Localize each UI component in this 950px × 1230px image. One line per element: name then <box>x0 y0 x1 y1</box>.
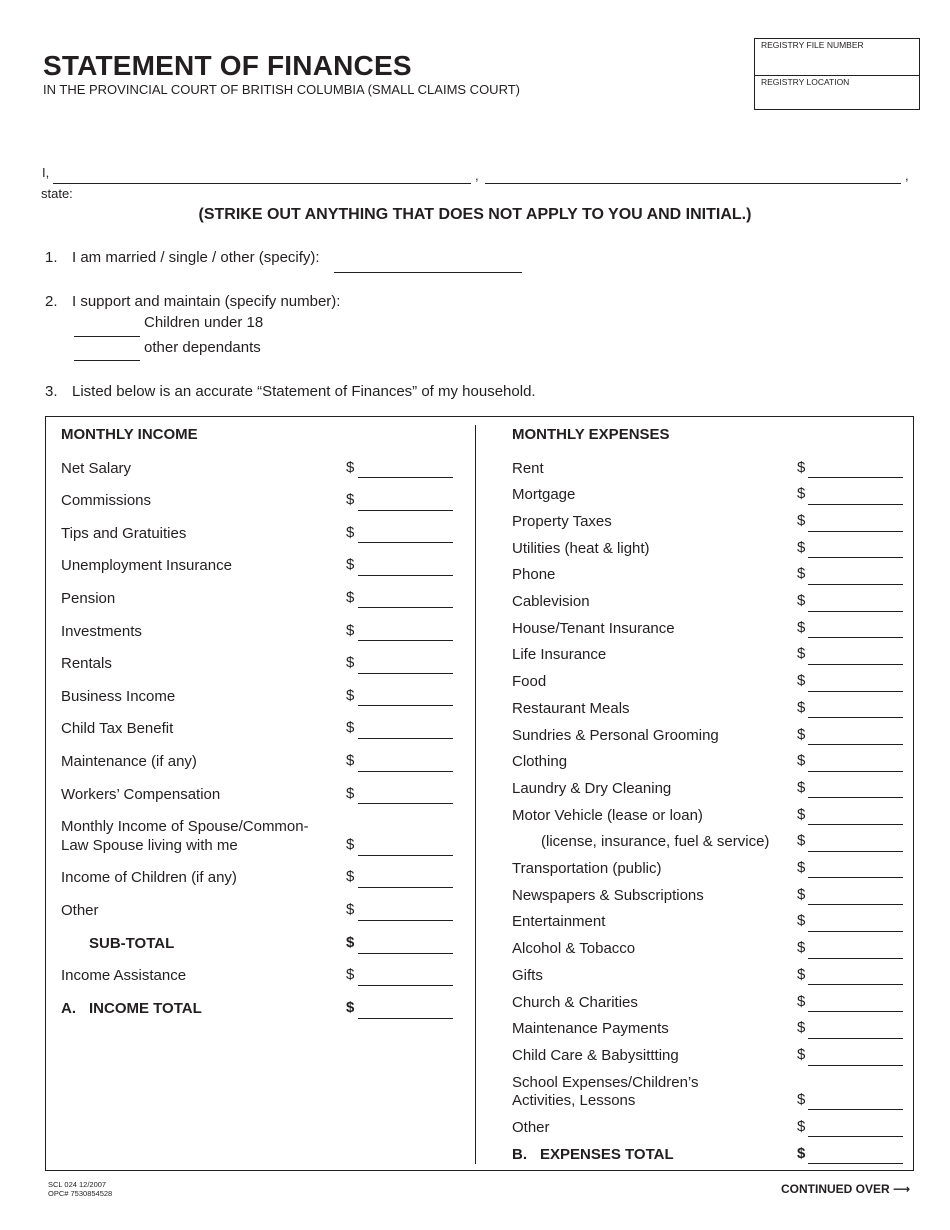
amount-field[interactable] <box>808 611 903 612</box>
income-label: Pension <box>61 590 116 607</box>
form-title: STATEMENT OF FINANCES <box>43 50 412 81</box>
arrow-right-icon: ⟶ <box>893 1182 911 1196</box>
amount-field[interactable] <box>808 691 903 692</box>
amount-field[interactable] <box>808 1038 903 1039</box>
amount-field[interactable] <box>358 771 453 772</box>
income-label: Tips and Gratuities <box>61 525 187 542</box>
dollar-sign: $ <box>346 999 355 1016</box>
income-label: Maintenance (if any) <box>61 753 197 770</box>
column-divider <box>475 425 476 1164</box>
dollar-sign: $ <box>797 1091 806 1108</box>
dependants-count-field[interactable] <box>74 360 140 361</box>
other-dependants-label: other dependants <box>144 339 261 356</box>
dollar-sign: $ <box>346 654 355 671</box>
subtotal-amount-field[interactable] <box>358 953 453 954</box>
income-label: Other <box>61 902 99 919</box>
strike-out-notice: (STRIKE OUT ANYTHING THAT DOES NOT APPLY TO YOU AND INITIAL.) <box>198 206 752 223</box>
dollar-sign: $ <box>346 459 355 476</box>
dollar-sign: $ <box>346 719 355 736</box>
subtotal-label: SUB-TOTAL <box>89 935 175 952</box>
dollar-sign: $ <box>346 622 355 639</box>
income-total-label: INCOME TOTAL <box>89 1000 202 1017</box>
dollar-sign: $ <box>797 1118 806 1135</box>
registry-location-label: REGISTRY LOCATION <box>761 77 850 87</box>
income-label: Business Income <box>61 688 176 705</box>
dollar-sign: $ <box>797 966 806 983</box>
dollar-sign: $ <box>797 912 806 929</box>
amount-field[interactable] <box>808 664 903 665</box>
amount-field[interactable] <box>808 851 903 852</box>
registry-divider <box>755 75 919 76</box>
dollar-sign: $ <box>797 859 806 876</box>
dollar-sign: $ <box>797 459 806 476</box>
amount-field[interactable] <box>358 985 453 986</box>
monthly-income-heading: MONTHLY INCOME <box>61 426 198 443</box>
dollar-sign: $ <box>797 1145 806 1162</box>
amount-field[interactable] <box>358 705 453 706</box>
amount-field[interactable] <box>808 1065 903 1066</box>
declarant-comma-2: , <box>905 168 909 183</box>
expenses-total-amount-field[interactable] <box>808 1163 903 1164</box>
amount-field[interactable] <box>358 510 453 511</box>
continued-over-text: CONTINUED OVER <box>781 1182 890 1196</box>
amount-field[interactable] <box>808 477 903 478</box>
income-label: Income Assistance <box>61 967 187 984</box>
expense-label: School Expenses/Children’s <box>512 1074 699 1091</box>
expense-label: Other <box>512 1119 550 1136</box>
amount-field[interactable] <box>358 855 453 856</box>
dollar-sign: $ <box>346 966 355 983</box>
income-label: Commissions <box>61 492 152 509</box>
form-code: SCL 024 12/2007 <box>48 1180 107 1189</box>
dollar-sign: $ <box>797 939 806 956</box>
amount-field[interactable] <box>358 738 453 739</box>
dollar-sign: $ <box>797 1046 806 1063</box>
expense-label: Food <box>512 673 547 690</box>
expense-label: Maintenance Payments <box>512 1020 669 1037</box>
dollar-sign: $ <box>797 592 806 609</box>
expense-label: Newspapers & Subscriptions <box>512 887 704 904</box>
registry-file-number-label: REGISTRY FILE NUMBER <box>761 40 864 50</box>
dollar-sign: $ <box>797 779 806 796</box>
dollar-sign: $ <box>797 539 806 556</box>
expense-label: Utilities (heat & light) <box>512 540 650 557</box>
state-label: state: <box>41 186 73 201</box>
expense-label: Clothing <box>512 753 568 770</box>
item-2-number: 2. <box>45 293 58 310</box>
opc-number: OPC# 7530854528 <box>48 1189 113 1198</box>
income-label: Child Tax Benefit <box>61 720 174 737</box>
court-subtitle: IN THE PROVINCIAL COURT OF BRITISH COLUMBIA (SMALL CLAIMS COURT) <box>43 82 520 97</box>
dollar-sign: $ <box>346 491 355 508</box>
registry-box <box>754 38 920 110</box>
income-total-letter: A. <box>61 1000 76 1017</box>
expense-label: Transportation (public) <box>512 860 662 877</box>
dollar-sign: $ <box>346 785 355 802</box>
monthly-expenses-heading: MONTHLY EXPENSES <box>512 426 670 443</box>
dollar-sign: $ <box>797 1019 806 1036</box>
amount-field[interactable] <box>358 575 453 576</box>
amount-field[interactable] <box>358 477 453 478</box>
declarant-comma-1: , <box>475 168 479 183</box>
income-label: Rentals <box>61 655 112 672</box>
amount-field[interactable] <box>808 717 903 718</box>
expense-label: (license, insurance, fuel & service) <box>541 833 770 850</box>
dollar-sign: $ <box>797 512 806 529</box>
expense-label: House/Tenant Insurance <box>512 620 675 637</box>
amount-field[interactable] <box>808 1011 903 1012</box>
expense-label: Child Care & Babysittting <box>512 1047 679 1064</box>
dollar-sign: $ <box>346 687 355 704</box>
expense-label: Property Taxes <box>512 513 612 530</box>
expense-label: Life Insurance <box>512 646 607 663</box>
expense-label: Laundry & Dry Cleaning <box>512 780 672 797</box>
expense-label-line-2: Activities, Lessons <box>512 1092 636 1109</box>
amount-field[interactable] <box>808 797 903 798</box>
expense-label: Mortgage <box>512 486 576 503</box>
expense-label: Phone <box>512 566 556 583</box>
amount-field[interactable] <box>808 904 903 905</box>
dollar-sign: $ <box>346 524 355 541</box>
amount-field[interactable] <box>358 640 453 641</box>
dollar-sign: $ <box>797 993 806 1010</box>
dollar-sign: $ <box>797 886 806 903</box>
amount-field[interactable] <box>358 803 453 804</box>
income-label: Unemployment Insurance <box>61 557 232 574</box>
amount-field[interactable] <box>808 557 903 558</box>
amount-field[interactable] <box>358 542 453 543</box>
children-under-18-label: Children under 18 <box>144 314 264 331</box>
declarant-name-field[interactable] <box>53 183 471 184</box>
amount-field[interactable] <box>808 637 903 638</box>
dollar-sign: $ <box>797 619 806 636</box>
expense-label: Alcohol & Tobacco <box>512 940 636 957</box>
income-label: Monthly Income of Spouse/Common- <box>61 818 309 835</box>
amount-field[interactable] <box>358 673 453 674</box>
income-total-amount-field[interactable] <box>358 1018 453 1019</box>
amount-field[interactable] <box>808 504 903 505</box>
dollar-sign: $ <box>346 589 355 606</box>
dollar-sign: $ <box>346 934 355 951</box>
dollar-sign: $ <box>797 565 806 582</box>
expense-label: Restaurant Meals <box>512 700 630 717</box>
amount-field[interactable] <box>808 824 903 825</box>
amount-field[interactable] <box>358 607 453 608</box>
expense-label: Church & Charities <box>512 994 638 1011</box>
expense-label: Cablevision <box>512 593 590 610</box>
amount-field[interactable] <box>808 877 903 878</box>
income-label: Net Salary <box>61 460 132 477</box>
amount-field[interactable] <box>808 584 903 585</box>
amount-field[interactable] <box>808 931 903 932</box>
amount-field[interactable] <box>808 1109 903 1110</box>
amount-field[interactable] <box>358 887 453 888</box>
expense-label: Sundries & Personal Grooming <box>512 727 719 744</box>
item-1-number: 1. <box>45 249 58 266</box>
amount-field[interactable] <box>808 984 903 985</box>
expense-label: Rent <box>512 460 544 477</box>
expense-label: Entertainment <box>512 913 606 930</box>
marital-status-field[interactable] <box>334 272 522 273</box>
children-count-field[interactable] <box>74 336 140 337</box>
continued-over-label <box>781 1182 910 1196</box>
declarant-prefix: I, <box>42 165 50 180</box>
item-2-text: I support and maintain (specify number): <box>72 293 341 310</box>
dollar-sign: $ <box>346 868 355 885</box>
income-label-line-2: Law Spouse living with me <box>61 837 238 854</box>
dollar-sign: $ <box>797 485 806 502</box>
expenses-total-letter: B. <box>512 1146 527 1163</box>
dollar-sign: $ <box>346 556 355 573</box>
item-3-number: 3. <box>45 383 58 400</box>
dollar-sign: $ <box>346 836 355 853</box>
dollar-sign: $ <box>797 752 806 769</box>
item-1-text: I am married / single / other (specify): <box>72 249 320 266</box>
expenses-total-label: EXPENSES TOTAL <box>540 1146 674 1163</box>
declarant-occupation-field[interactable] <box>485 183 901 184</box>
amount-field[interactable] <box>808 1136 903 1137</box>
dollar-sign: $ <box>797 645 806 662</box>
dollar-sign: $ <box>346 752 355 769</box>
income-label: Income of Children (if any) <box>61 869 237 886</box>
income-label: Workers’ Compensation <box>61 786 221 803</box>
amount-field[interactable] <box>808 531 903 532</box>
dollar-sign: $ <box>797 672 806 689</box>
dollar-sign: $ <box>797 726 806 743</box>
income-label: Investments <box>61 623 142 640</box>
dollar-sign: $ <box>797 806 806 823</box>
amount-field[interactable] <box>358 920 453 921</box>
amount-field[interactable] <box>808 958 903 959</box>
expense-label: Gifts <box>512 967 543 984</box>
expense-label: Motor Vehicle (lease or loan) <box>512 807 703 824</box>
amount-field[interactable] <box>808 771 903 772</box>
item-3-text: Listed below is an accurate “Statement of Finances” of my household. <box>72 383 536 400</box>
dollar-sign: $ <box>346 901 355 918</box>
amount-field[interactable] <box>808 744 903 745</box>
dollar-sign: $ <box>797 699 806 716</box>
dollar-sign: $ <box>797 832 806 849</box>
